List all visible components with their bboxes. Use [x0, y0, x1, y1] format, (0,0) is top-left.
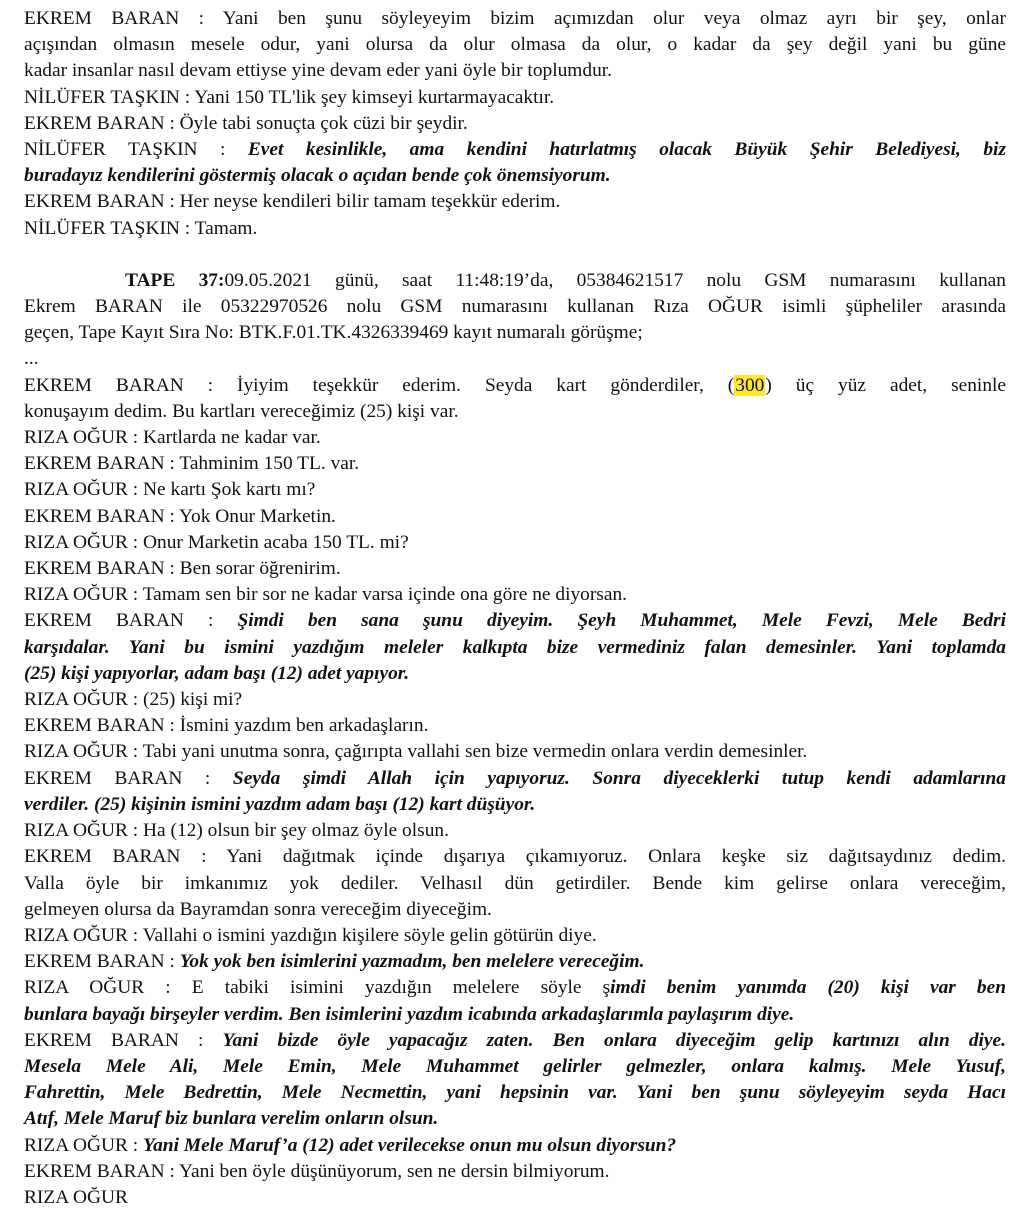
dialogue-line: EKREM BARAN : Yani dağıtmak içinde dışarıya çıkamıyoruz. Onlara keşke siz dağıtsaydınız dedim.	[24, 846, 1006, 868]
dialogue-line	[24, 1028, 1006, 1054]
emphasized-text: Yok yok ben isimlerini yazmadım, ben melelere vereceğim.	[179, 951, 645, 973]
transcript-document	[24, 6, 1007, 1208]
speaker-label: NİLÜFER TAŞKIN :	[24, 139, 248, 161]
dialogue-line: RIZA OĞUR : Onur Marketin acaba 150 TL. mi?	[24, 531, 409, 553]
emphasized-text: Fahrettin, Mele Bedrettin, Mele Necmettin, yani hepsinin var. Yani ben şunu söyleyeyim seyda Hacı	[24, 1082, 1006, 1104]
tape-header-line: Ekrem BARAN ile 05322970526 nolu GSM numarasını kullanan Rıza OĞUR isimli şüpheliler arasında	[24, 296, 1006, 318]
dialogue-line: RIZA OĞUR : Tabi yani unutma sonra, çağırıpta vallahi sen bize vermedin onlara verdin demesinler.	[24, 741, 808, 763]
speaker-label: EKREM BARAN :	[24, 767, 233, 789]
dialogue-line	[24, 137, 1006, 163]
paragraph-line: EKREM BARAN : Yani ben şunu söyleyeyim bizim açımızdan olur veya olmaz ayrı bir şey, onlar	[24, 8, 1006, 29]
dialogue-line: RIZA OĞUR : E tabiki isimini yazdığın melelere söyle şimdi benim yanımda (20) kişi var ben	[24, 977, 1006, 999]
emphasized-text: Mesela Mele Ali, Mele Emin, Mele Muhammet gelirler gelmezler, onlara kalmış. Mele Yusuf,	[24, 1055, 1006, 1077]
tape-header-line: geçen, Tape Kayıt Sıra No: BTK.F.01.TK.4326339469 kayıt numaralı görüşme;	[24, 322, 643, 344]
dialogue-line: RIZA OĞUR : Ha (12) olsun bir şey olmaz öyle olsun.	[24, 820, 449, 842]
dialogue-line: EKREM BARAN : Tahminim 150 TL. var.	[24, 453, 360, 475]
dialogue-line: gelmeyen olursa da Bayramdan sonra vereceğim diyeceğim.	[24, 898, 492, 920]
dialogue-line: EKREM BARAN : İyiyim teşekkür ederim. Seyda kart gönderdiler, (300) üç yüz adet, seninle	[24, 374, 1007, 396]
dialogue-line: EKREM BARAN : Yani ben öyle düşünüyorum, sen ne dersin bilmiyorum.	[24, 1160, 610, 1182]
dialogue-line	[24, 1133, 1006, 1159]
emphasized-text: verdiler. (25) kişinin ismini yazdım adam başı (12) kart düşüyor.	[24, 793, 536, 815]
dialogue-line: EKREM BARAN : Her neyse kendileri bilir tamam teşekkür ederim.	[24, 191, 561, 213]
emphasized-text: Atıf, Mele Maruf biz bunlara verelim onların olsun.	[24, 1108, 439, 1130]
tape-header-line	[125, 268, 1006, 294]
speaker-label: EKREM BARAN :	[24, 1029, 223, 1051]
dialogue-line	[24, 949, 1006, 975]
dialogue-line: NİLÜFER TAŞKIN : Yani 150 TL'lik şey kimseyi kurtarmayacaktır.	[24, 86, 555, 108]
dialogue-line: RIZA OĞUR : Tamam sen bir sor ne kadar varsa içinde ona göre ne diyorsan.	[24, 584, 628, 606]
emphasized-text: karşıdalar. Yani bu ismini yazdığım meleler kalkıpta bize vermediniz falan demesinler. Yani toplamda	[24, 636, 1006, 658]
emphasized-text: buradayız kendilerini göstermiş olacak o açıdan bende çok önemsiyorum.	[24, 165, 611, 187]
dialogue-line	[24, 766, 1006, 792]
emphasized-text: bunlara bayağı birşeyler verdim. Ben isimlerini yazdım icabında arkadaşlarımla paylaşırım diye.	[24, 1003, 795, 1025]
dialogue-line: EKREM BARAN : Yok Onur Marketin.	[24, 505, 336, 527]
dialogue-line: RIZA OĞUR : (25) kişi mi?	[24, 689, 243, 711]
dialogue-line: NİLÜFER TAŞKIN : Tamam.	[24, 217, 258, 239]
dialogue-line: RIZA OĞUR : Kartlarda ne kadar var.	[24, 427, 321, 449]
dialogue-line: RIZA OĞUR : Vallahi o ismini yazdığın kişilere söyle gelin götürün diye.	[24, 924, 597, 946]
speaker-label: EKREM BARAN :	[24, 610, 238, 632]
tape-label: TAPE 37:	[125, 269, 225, 291]
emphasized-text: Evet kesinlikle, ama kendini hatırlatmış olacak Büyük Şehir Belediyesi, biz	[247, 139, 1006, 161]
speaker-label: EKREM BARAN :	[24, 951, 180, 973]
emphasized-text: (25) kişi yapıyorlar, adam başı (12) adet yapıyor.	[24, 662, 410, 684]
ellipsis: ...	[24, 348, 39, 370]
dialogue-line: Valla öyle bir imkanımız yok dediler. Velhasıl dün getirdiler. Bende kim gelirse onlara vereceğim,	[24, 872, 1006, 894]
dialogue-line: EKREM BARAN : Öyle tabi sonuçta çok cüzi bir şeydir.	[24, 112, 468, 134]
dialogue-line: RIZA OĞUR : Ne kartı Şok kartı mı?	[24, 479, 316, 501]
emphasized-text: Yani bizde öyle yapacağız zaten. Ben onlara diyeceğim gelip kartınızı alın diye.	[222, 1029, 1006, 1051]
emphasized-text: Şimdi ben sana şunu diyeyim. Şeyh Muhammet, Mele Fevzi, Mele Bedri	[237, 610, 1006, 632]
highlighted-number: 300	[735, 374, 765, 396]
dialogue-line: EKREM BARAN : Ben sorar öğrenirim.	[24, 558, 341, 580]
speaker-label: RIZA OĞUR :	[24, 1134, 144, 1156]
paragraph-gap	[24, 242, 1006, 268]
paragraph-line: açışından olmasın mesele odur, yani olursa da olur olmasa da olur, o kadar da şey değil yani bu güne	[24, 34, 1006, 56]
dialogue-line: EKREM BARAN : İsmini yazdım ben arkadaşların.	[24, 715, 429, 737]
paragraph-line: kadar insanlar nasıl devam ettiyse yine devam eder yani öyle bir toplumdur.	[24, 60, 613, 82]
dialogue-line	[24, 608, 1006, 634]
emphasized-text: imdi benim yanımda (20) kişi var ben	[610, 977, 1006, 999]
dialogue-line-cut-off: RIZA OĞUR	[24, 1186, 128, 1208]
tape-description: 09.05.2021 günü, saat 11:48:19’da, 05384621517 nolu GSM numarasını kullanan	[224, 269, 1006, 291]
dialogue-line: konuşayım dedim. Bu kartları vereceğimiz (25) kişi var.	[24, 400, 459, 422]
emphasized-text: Yani Mele Maruf’a (12) adet verilecekse onun mu olsun diyorsun?	[143, 1134, 677, 1156]
emphasized-text: Seyda şimdi Allah için yapıyoruz. Sonra diyeceklerki tutup kendi adamlarına	[232, 767, 1006, 789]
